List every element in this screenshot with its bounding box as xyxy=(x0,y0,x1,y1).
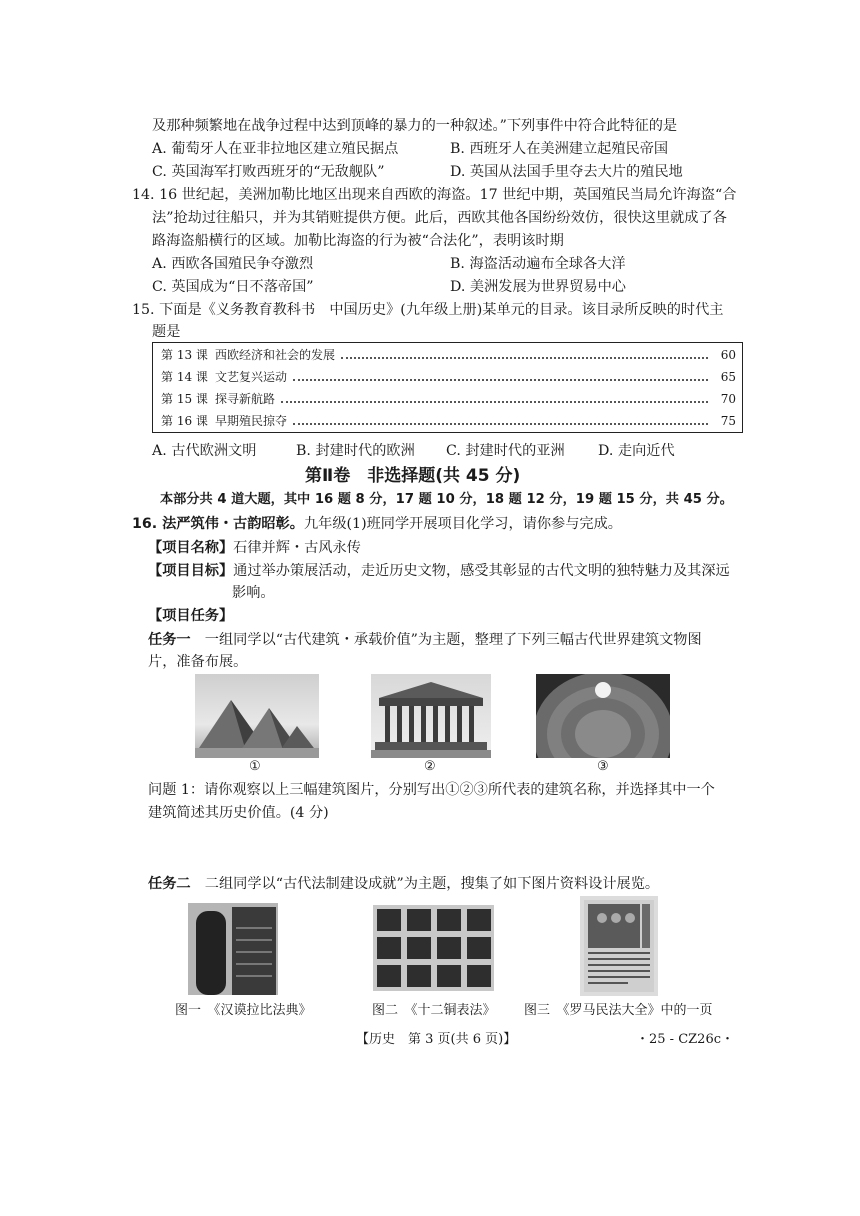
section-note: 本部分共 4 道大题，其中 16 题 8 分，17 题 10 分，18 题 12 分，19 题 15 分，共 45 分。 xyxy=(160,492,733,507)
q15-option-b: B. 封建时代的欧洲 xyxy=(296,443,415,459)
q14-option-a: A. 西欧各国殖民争夺激烈 xyxy=(152,256,314,272)
q14-stem-line1: 14. 16 世纪起，美洲加勒比地区出现来自西欧的海盗。17 世纪中期，英国殖民当局允许海盗“合 xyxy=(132,187,737,203)
pantheon-dome-image xyxy=(536,674,670,758)
task1-line1 xyxy=(148,630,702,650)
q13-option-a: A. 葡萄牙人在亚非拉地区建立殖民据点 xyxy=(152,141,399,157)
q13-option-c: C. 英国海军打败西班牙的“无敌舰队” xyxy=(152,164,385,180)
toc-page-number: 60 xyxy=(720,348,736,362)
q16-title: 16. 法严筑伟・古韵昭彰。 xyxy=(132,516,304,532)
task2-line xyxy=(148,874,659,894)
task1-text: 一组同学以“古代建筑・承载价值”为主题，整理了下列三幅古代世界建筑文物图 xyxy=(190,632,702,648)
toc-row xyxy=(161,345,736,365)
question1-line2: 建筑简述其历史价值。(4 分) xyxy=(148,805,329,821)
q15-option-c: C. 封建时代的亚洲 xyxy=(446,443,565,459)
task1-line2: 片，准备布展。 xyxy=(148,654,248,670)
task2-text: 二组同学以“古代法制建设成就”为主题，搜集了如下图片资料设计展览。 xyxy=(190,876,660,892)
manuscript-page-icon xyxy=(580,896,658,996)
project-name xyxy=(148,538,361,558)
toc-lesson-no: 第 15 课 xyxy=(161,392,208,406)
task1-label: 任务一 xyxy=(148,632,191,648)
project-goal xyxy=(148,561,730,581)
q14-option-b: B. 海盗活动遍布全球各大洋 xyxy=(450,256,626,272)
q14-stem-line2: 法”抢劫过往船只，并为其销赃提供方便。此后，西欧其他各国纷纷效仿，很快这里就成了各 xyxy=(152,210,727,226)
parthenon-image xyxy=(371,674,491,758)
toc-page-number: 70 xyxy=(720,392,736,406)
toc-lesson-title: 西欧经济和社会的发展 xyxy=(215,348,336,362)
q14-option-c: C. 英国成为“日不落帝国” xyxy=(152,279,314,295)
q15-stem-line1: 15. 下面是《义务教育教科书 中国历史》(九年级上册)某单元的目录。该目录所反映的时代主 xyxy=(132,302,724,318)
toc-lesson-no: 第 16 课 xyxy=(161,414,208,428)
toc-row xyxy=(161,367,736,387)
table-of-contents xyxy=(152,342,743,433)
toc-page-number: 75 xyxy=(720,414,736,428)
figure1-caption: 图一 《汉谟拉比法典》 xyxy=(175,1003,312,1018)
toc-leader-dots xyxy=(293,411,708,425)
project-tasks-label: 【项目任务】 xyxy=(148,608,234,624)
q13-option-b: B. 西班牙人在美洲建立起殖民帝国 xyxy=(450,141,669,157)
question1-line1: 问题 1：请你观察以上三幅建筑图片，分别写出①②③所代表的建筑名称，并选择其中一个 xyxy=(148,782,715,798)
corpus-juris-page-image xyxy=(580,896,658,996)
pyramids-image xyxy=(195,674,319,758)
twelve-tables-image xyxy=(373,905,494,991)
pantheon-dome-icon xyxy=(536,674,670,758)
project-name-value: 石律并辉・古风永传 xyxy=(233,540,361,556)
project-goal-line2: 影响。 xyxy=(232,585,275,601)
q15-option-d: D. 走向近代 xyxy=(598,443,675,459)
q14-stem-line3: 路海盗船横行的区域。加勒比海盗的行为被“合法化”，表明该时期 xyxy=(152,233,564,249)
pyramids-icon xyxy=(195,674,319,758)
q16-heading xyxy=(132,514,622,534)
figure2-caption: 图二 《十二铜表法》 xyxy=(372,1003,496,1018)
image-label-1: ① xyxy=(249,759,261,774)
image-label-2: ② xyxy=(424,759,436,774)
page-footer: 【历史 第 3 页(共 6 页)】 xyxy=(356,1032,517,1047)
image-label-3: ③ xyxy=(597,759,609,774)
q14-option-d: D. 美洲发展为世界贸易中心 xyxy=(450,279,626,295)
toc-lesson-no: 第 13 课 xyxy=(161,348,208,362)
project-name-label: 【项目名称】 xyxy=(148,540,234,556)
hammurabi-code-image xyxy=(188,903,278,995)
toc-lesson-title: 文艺复兴运动 xyxy=(215,370,288,384)
project-goal-line1: 通过举办策展活动，走近历史文物，感受其彰显的古代文明的独特魅力及其深远 xyxy=(233,563,730,579)
figure3-caption: 图三 《罗马民法大全》中的一页 xyxy=(524,1003,713,1018)
toc-lesson-title: 早期殖民掠夺 xyxy=(215,414,288,428)
toc-row xyxy=(161,411,736,431)
bronze-tables-icon xyxy=(373,905,494,991)
section-title: 第Ⅱ卷 非选择题(共 45 分) xyxy=(305,466,521,486)
toc-lesson-title: 探寻新航路 xyxy=(215,392,276,406)
toc-leader-dots xyxy=(281,389,708,403)
q16-intro: 九年级(1)班同学开展项目化学习，请你参与完成。 xyxy=(303,516,622,532)
project-goal-label: 【项目目标】 xyxy=(148,563,234,579)
task2-label: 任务二 xyxy=(148,876,191,892)
q15-stem-line2: 题是 xyxy=(152,324,181,340)
q15-option-a: A. 古代欧洲文明 xyxy=(152,443,257,459)
toc-leader-dots xyxy=(293,367,708,381)
q13-stem: 及那种频繁地在战争过程中达到顶峰的暴力的一种叙述。”下列事件中符合此特征的是 xyxy=(152,118,678,134)
toc-leader-dots xyxy=(341,345,708,359)
toc-lesson-no: 第 14 课 xyxy=(161,370,208,384)
q13-option-d: D. 英国从法国手里夺去大片的殖民地 xyxy=(450,164,683,180)
toc-page-number: 65 xyxy=(720,370,736,384)
parthenon-icon xyxy=(371,674,491,758)
paper-code: ・25 - CZ26c・ xyxy=(636,1032,735,1047)
toc-row xyxy=(161,389,736,409)
hammurabi-stele-icon xyxy=(188,903,278,995)
